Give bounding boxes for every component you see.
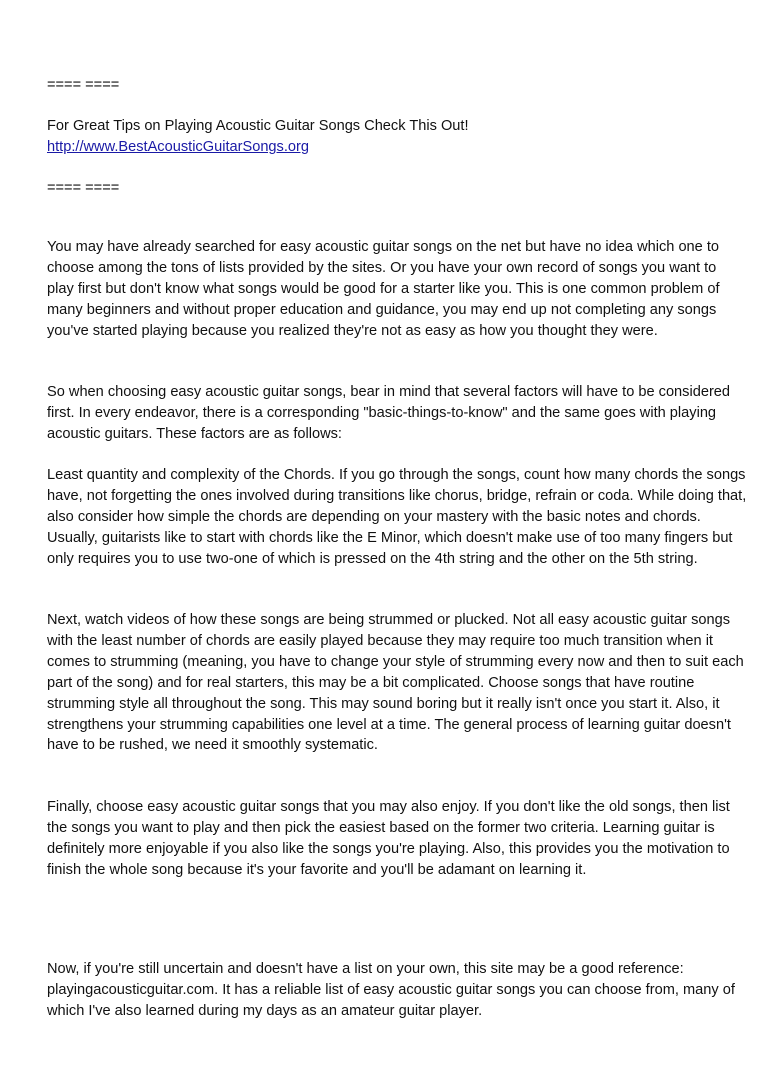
paragraph-chords: Least quantity and complexity of the Chords. If you go through the songs, count how many chords the songs have, not forgetting the ones involved during transitions like chorus, bridge, refrain or coda. While doing that, also consider how simple the chords are depending on your mastery with the basic notes and chords. Usually, guitarists like to start with chords like the E Minor, which doesn't make use of too many fingers but only requires you to use two-one of which is pressed on the 4th string and the other on the 5th string. — [47, 467, 747, 567]
paragraph-enjoy: Finally, choose easy acoustic guitar songs that you may also enjoy. If you don't like the old songs, then list the songs you want to play and then pick the easiest based on the former two criteria. Learning guitar is definitely more enjoyable if you also like the songs you're playing. Also, this provides you the motivation to finish the whole song because it's your favorite and you'll be adamant on learning it. — [47, 799, 730, 878]
promo-text: For Great Tips on Playing Acoustic Guitar Songs Check This Out! — [47, 118, 469, 134]
separator-top: ==== ==== — [47, 77, 120, 93]
paragraph-intro: You may have already searched for easy acoustic guitar songs on the net but have no idea which one to choose among the tons of lists provided by the sites. Or you have your own record of songs you want to play first but don't know what songs would be good for a starter like you. This is one common problem of many beginners and without proper education and guidance, you may end up not completing any songs you've started playing because you realized they're not as easy as how you thought they were. — [47, 239, 720, 339]
separator-bottom: ==== ==== — [47, 180, 120, 196]
promo-link[interactable]: http://www.BestAcousticGuitarSongs.org — [47, 139, 309, 155]
paragraph-strumming: Next, watch videos of how these songs are being strummed or plucked. Not all easy acoustic guitar songs with the least number of chords are easily played because they may require too much transition when it comes to strumming (meaning, you have to change your style of strumming every now and then to suit each part of the song) and for real starters, this may be a bit complicated. Choose songs that have routine strumming style all throughout the song. This may sound boring but it really isn't once you start it. Also, it strengthens your strumming capabilities one level at a time. The general process of learning guitar doesn't have to be rushed, we need it smoothly systematic. — [47, 612, 744, 754]
paragraph-factors: So when choosing easy acoustic guitar songs, bear in mind that several factors will have to be considered first. In every endeavor, there is a corresponding "basic-things-to-know" and the same goes with playing acoustic guitars. These factors are as follows: — [47, 384, 731, 442]
paragraph-reference: Now, if you're still uncertain and doesn't have a list on your own, this site may be a good reference: playingacousticguitar.com. It has a reliable list of easy acoustic guitar songs you can choose from, many of which I've also learned during my days as an amateur guitar player. — [47, 961, 735, 1019]
